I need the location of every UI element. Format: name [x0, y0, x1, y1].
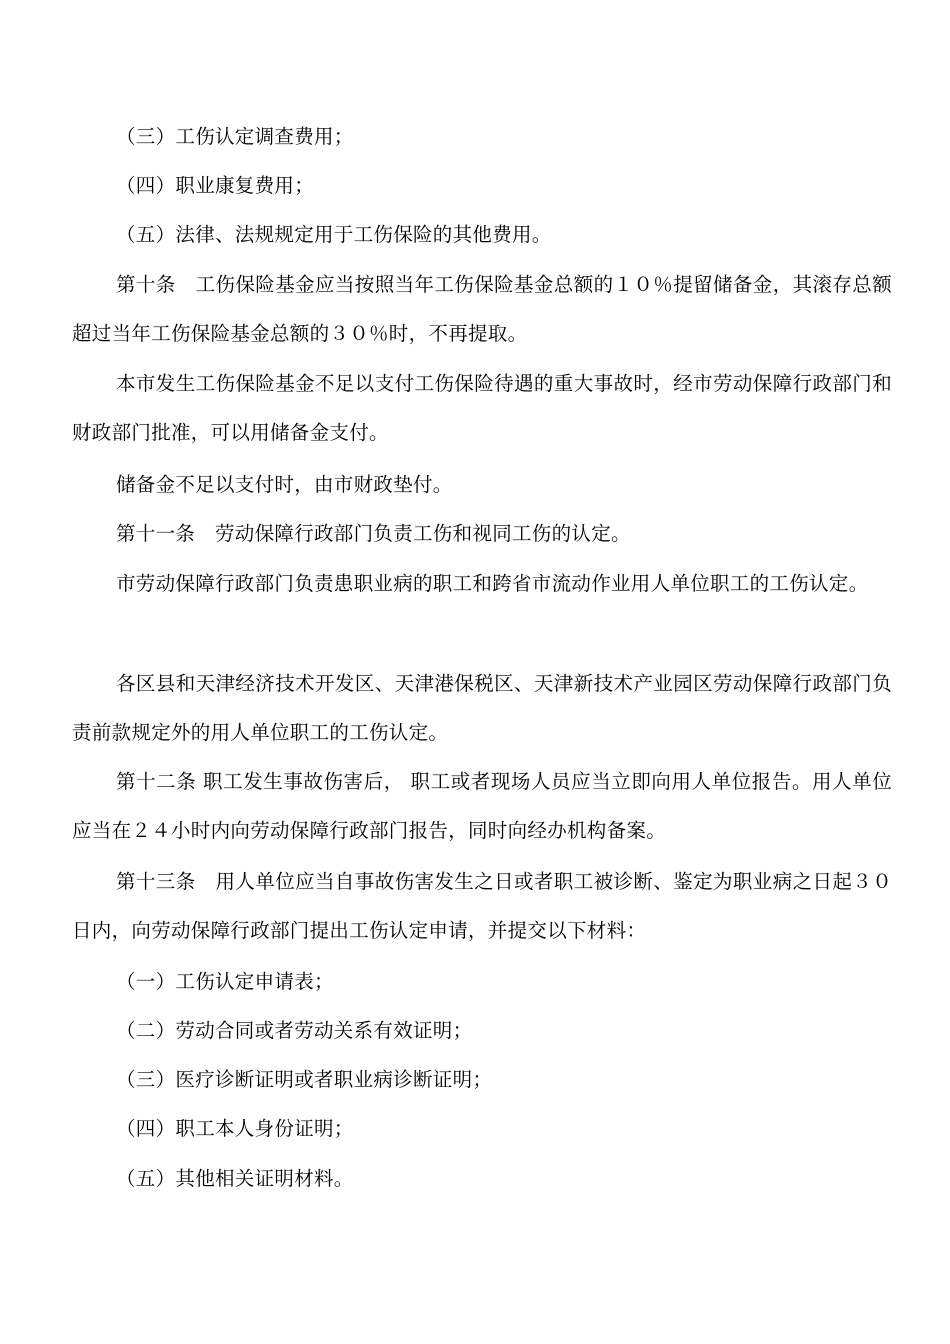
article-10-reserve-shortfall-paragraph: 储备金不足以支付时，由市财政垫付。 [116, 473, 453, 496]
clause-item-5-other-fees: （五）法律、法规规定用于工伤保险的其他费用。 [116, 223, 552, 246]
article-11-city-department-paragraph: 市劳动保障行政部门负责患职业病的职工和跨省市流动作业用人单位职工的工伤认定。 [116, 572, 869, 595]
material-item-1-application-form: （一）工伤认定申请表； [116, 970, 334, 993]
clause-item-4-rehabilitation-fees: （四）职业康复费用； [116, 174, 315, 197]
material-item-2-labor-contract: （二）劳动合同或者劳动关系有效证明； [116, 1019, 473, 1042]
article-10-paragraph: 第十条 工伤保险基金应当按照当年工伤保险基金总额的１０％提留储备金，其滚存总额超过当年工伤保险基金总额的３０％时，不再提取。 [72, 273, 892, 345]
material-item-3-medical-certificate: （三）医疗诊断证明或者职业病诊断证明； [116, 1068, 493, 1091]
article-10-major-accident-paragraph: 本市发生工伤保险基金不足以支付工伤保险待遇的重大事故时，经市劳动保障行政部门和财政部门批准，可以用储备金支付。 [72, 372, 892, 444]
material-item-5-other-materials: （五）其他相关证明材料。 [116, 1167, 354, 1190]
article-13-paragraph: 第十三条 用人单位应当自事故伤害发生之日或者职工被诊断、鉴定为职业病之日起３０日内，向劳动保障行政部门提出工伤认定申请，并提交以下材料： [72, 870, 892, 942]
article-12-paragraph: 第十二条 职工发生事故伤害后， 职工或者现场人员应当立即向用人单位报告。用人单位应当在２４小时内向劳动保障行政部门报告，同时向经办机构备案。 [72, 770, 892, 842]
article-11-paragraph: 第十一条 劳动保障行政部门负责工伤和视同工伤的认定。 [116, 522, 631, 545]
article-11-district-department-paragraph: 各区县和天津经济技术开发区、天津港保税区、天津新技术产业园区劳动保障行政部门负责前款规定外的用人单位职工的工伤认定。 [72, 672, 892, 744]
material-item-4-identity-proof: （四）职工本人身份证明； [116, 1117, 354, 1140]
clause-item-3-investigation-fees: （三）工伤认定调查费用； [116, 125, 354, 148]
